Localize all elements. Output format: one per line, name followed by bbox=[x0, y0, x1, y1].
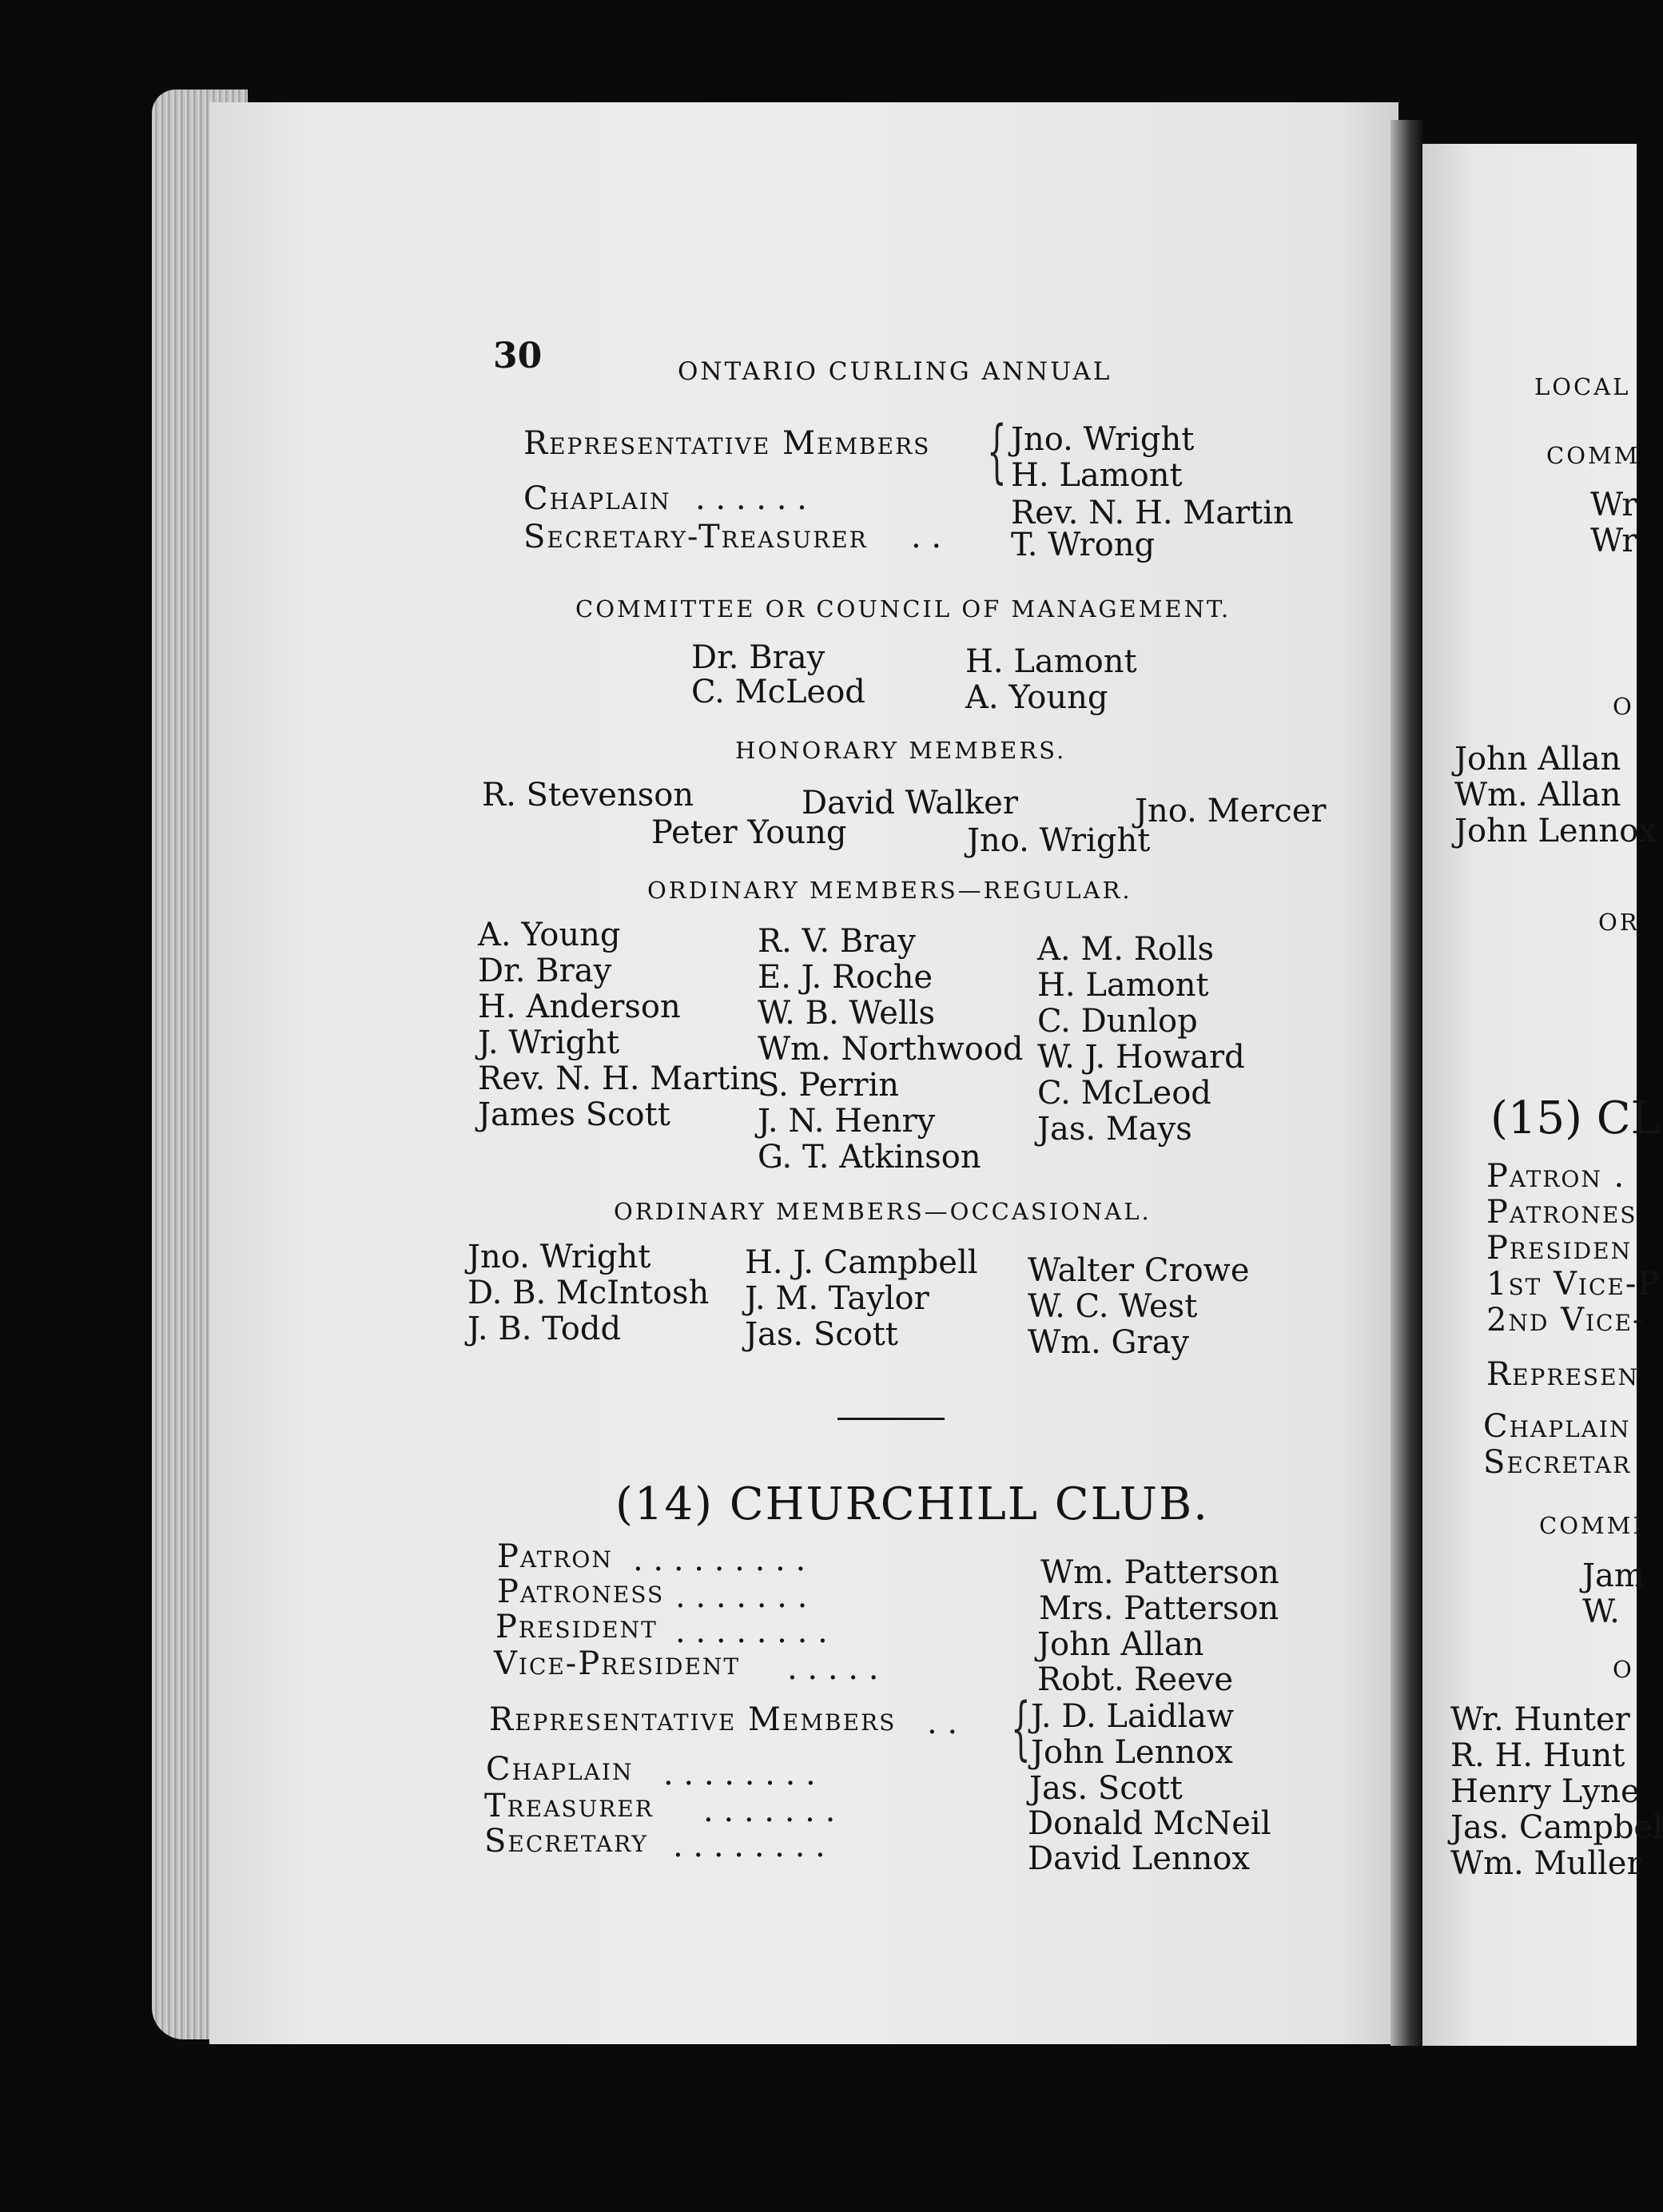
club-title: (14) CHURCHILL CLUB. bbox=[615, 1478, 1209, 1530]
right-member-name: R. H. Hunt bbox=[1450, 1737, 1625, 1774]
member-name: H. J. Campbell bbox=[745, 1244, 978, 1281]
label-secretary: Secretary bbox=[484, 1823, 648, 1860]
value-treasurer: Donald McNeil bbox=[1028, 1805, 1271, 1842]
value-rep-1: Jno. Wright bbox=[1011, 421, 1195, 458]
right-heading-o-2: O bbox=[1613, 1656, 1634, 1683]
member-name: C. Dunlop bbox=[1037, 1003, 1198, 1040]
member-name: A. M. Rolls bbox=[1037, 931, 1215, 968]
right-member-name: Wr. Hunter bbox=[1450, 1701, 1630, 1738]
value-rep-2: H. Lamont bbox=[1011, 457, 1183, 494]
dots-patron: . . . . . . . . . bbox=[633, 1542, 806, 1578]
right-committee-name-2: Jam bbox=[1582, 1558, 1645, 1594]
right-officer-label: Patrones bbox=[1486, 1194, 1637, 1231]
dots-treasurer: . . . . . . . bbox=[703, 1792, 836, 1829]
right-officer-label: Chaplain bbox=[1483, 1408, 1631, 1445]
dots-chaplain-bottom: . . . . . . . . bbox=[663, 1756, 816, 1792]
right-committee-name: Wr bbox=[1590, 487, 1637, 523]
committee-name: C. McLeod bbox=[691, 674, 865, 710]
right-officer-label: Presiden bbox=[1486, 1230, 1633, 1267]
member-name: C. McLeod bbox=[1037, 1075, 1211, 1112]
dots-representative-members-bottom: . . bbox=[927, 1705, 958, 1741]
label-vice-president: Vice-President bbox=[494, 1645, 741, 1682]
member-name: Wm. Northwood bbox=[758, 1031, 1024, 1068]
member-name: J. N. Henry bbox=[758, 1103, 936, 1140]
member-name: Jas. Scott bbox=[745, 1316, 898, 1353]
value-rep-bottom-2: John Lennox bbox=[1031, 1734, 1233, 1771]
ordinary-occasional-heading: ORDINARY MEMBERS—OCCASIONAL. bbox=[614, 1198, 1152, 1225]
member-name: W. C. West bbox=[1028, 1288, 1198, 1325]
value-secretary-treasurer: T. Wrong bbox=[1011, 527, 1156, 563]
member-name: Jas. Mays bbox=[1037, 1111, 1192, 1148]
label-president: President bbox=[495, 1609, 658, 1645]
label-patroness: Patroness bbox=[497, 1573, 665, 1610]
honorary-name: R. Stevenson bbox=[482, 777, 694, 814]
member-name: J. Wright bbox=[478, 1024, 620, 1061]
page-number: 30 bbox=[493, 336, 543, 376]
label-chaplain: Chaplain bbox=[523, 480, 671, 517]
dots-chaplain: . . . . . . bbox=[695, 480, 807, 517]
member-name: W. B. Wells bbox=[758, 995, 936, 1032]
right-committee-heading-2: COMMI bbox=[1539, 1512, 1645, 1539]
member-name: Walter Crowe bbox=[1028, 1252, 1250, 1289]
honorary-heading: HONORARY MEMBERS. bbox=[735, 737, 1067, 764]
brace-symbol: { bbox=[1011, 1689, 1031, 1768]
honorary-name: Jno. Wright bbox=[967, 822, 1151, 859]
ordinary-regular-heading: ORDINARY MEMBERS—REGULAR. bbox=[647, 877, 1132, 904]
member-name: S. Perrin bbox=[758, 1067, 899, 1104]
member-name: D. B. McIntosh bbox=[467, 1275, 710, 1311]
brace-symbol: { bbox=[987, 412, 1007, 491]
member-name: W. J. Howard bbox=[1037, 1039, 1245, 1076]
right-member-name: John Lennox bbox=[1454, 813, 1657, 849]
value-vice-president: Robt. Reeve bbox=[1037, 1661, 1234, 1698]
right-committee-name: Wr bbox=[1590, 523, 1637, 559]
right-club-title: (15) CL bbox=[1490, 1092, 1661, 1144]
label-patron: Patron bbox=[497, 1538, 613, 1575]
value-chaplain-bottom: Jas. Scott bbox=[1029, 1770, 1183, 1807]
right-committee-name-2: W. bbox=[1582, 1593, 1620, 1630]
honorary-name: Peter Young bbox=[651, 814, 847, 851]
committee-name: Dr. Bray bbox=[691, 639, 826, 676]
member-name: J. B. Todd bbox=[467, 1311, 622, 1347]
honorary-name: David Walker bbox=[802, 785, 1018, 822]
right-running-head: LOCAL bbox=[1534, 373, 1631, 400]
label-chaplain-bottom: Chaplain bbox=[486, 1751, 634, 1788]
section-divider bbox=[837, 1418, 945, 1420]
value-chaplain: Rev. N. H. Martin bbox=[1011, 495, 1294, 531]
right-committee-heading: COMM bbox=[1546, 442, 1641, 469]
member-name: Rev. N. H. Martin bbox=[478, 1060, 761, 1097]
running-head: ONTARIO CURLING ANNUAL bbox=[678, 357, 1112, 386]
book-gutter bbox=[1390, 120, 1422, 2054]
right-officer-label: Represen bbox=[1486, 1356, 1640, 1393]
value-patron: Wm. Patterson bbox=[1040, 1554, 1279, 1591]
member-name: James Scott bbox=[478, 1096, 670, 1133]
right-member-name: Wm. Allan bbox=[1454, 777, 1621, 814]
dots-patroness: . . . . . . . bbox=[675, 1578, 808, 1615]
dots-secretary-treasurer: . . bbox=[911, 519, 942, 555]
right-heading-or: OR bbox=[1598, 909, 1640, 936]
right-member-name: John Allan bbox=[1454, 741, 1621, 778]
member-name: R. V. Bray bbox=[758, 923, 916, 960]
member-name: J. M. Taylor bbox=[745, 1280, 929, 1317]
dots-secretary: . . . . . . . . bbox=[673, 1828, 826, 1864]
background-bottom bbox=[0, 2046, 1637, 2212]
committee-name: A. Young bbox=[965, 679, 1108, 716]
honorary-name: Jno. Mercer bbox=[1135, 793, 1327, 830]
right-officer-label: 2nd Vice- bbox=[1486, 1302, 1645, 1339]
value-rep-bottom-1: J. D. Laidlaw bbox=[1031, 1698, 1235, 1735]
right-officer-label: Secretar bbox=[1483, 1444, 1632, 1481]
label-representative-members: Representative Members bbox=[523, 425, 931, 462]
label-representative-members-bottom: Representative Members bbox=[489, 1701, 897, 1738]
member-name: Jno. Wright bbox=[467, 1239, 651, 1275]
label-secretary-treasurer: Secretary-Treasurer bbox=[523, 519, 868, 555]
dots-vice-president: . . . . . bbox=[787, 1650, 879, 1687]
member-name: A. Young bbox=[478, 917, 621, 953]
member-name: E. J. Roche bbox=[758, 959, 933, 996]
member-name: Wm. Gray bbox=[1028, 1324, 1189, 1361]
right-member-name: Jas. Campbel bbox=[1450, 1809, 1663, 1846]
right-officer-label: 1st Vice-P bbox=[1486, 1266, 1661, 1303]
right-member-name: Henry Lyne bbox=[1450, 1773, 1640, 1810]
right-officer-label: Patron . bbox=[1486, 1158, 1626, 1195]
value-president: John Allan bbox=[1037, 1626, 1204, 1663]
member-name: H. Anderson bbox=[478, 989, 681, 1025]
dots-president: . . . . . . . . bbox=[675, 1613, 828, 1650]
value-secretary: David Lennox bbox=[1028, 1840, 1251, 1877]
label-treasurer: Treasurer bbox=[484, 1788, 654, 1824]
right-member-name: Wm. Muller bbox=[1450, 1845, 1642, 1882]
committee-name: H. Lamont bbox=[965, 643, 1137, 680]
right-heading-o: O bbox=[1613, 693, 1634, 720]
committee-heading: COMMITTEE OR COUNCIL OF MANAGEMENT. bbox=[575, 595, 1231, 623]
value-patroness: Mrs. Patterson bbox=[1039, 1590, 1279, 1627]
member-name: H. Lamont bbox=[1037, 967, 1209, 1004]
member-name: G. T. Atkinson bbox=[758, 1139, 981, 1176]
member-name: Dr. Bray bbox=[478, 953, 612, 989]
